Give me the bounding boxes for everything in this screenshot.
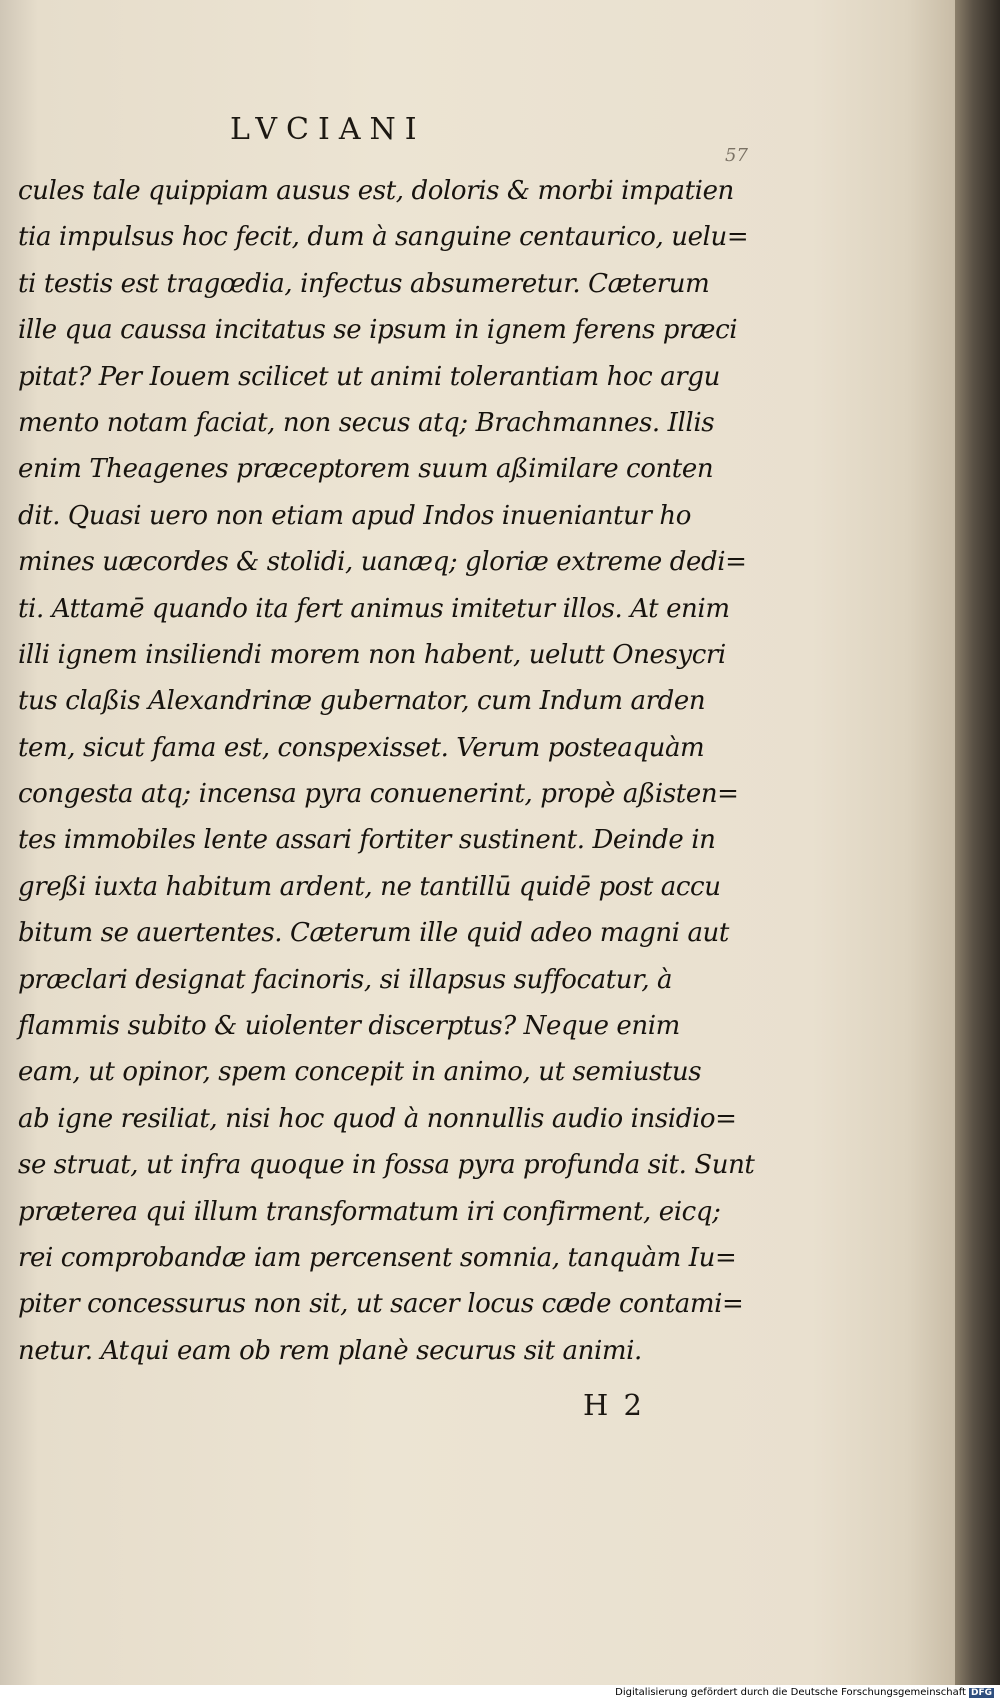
text-line: præterea qui illum transformatum iri confirment, eicq;: [18, 1196, 721, 1227]
signature-mark: H 2: [583, 1388, 645, 1422]
page-edge: [955, 0, 1000, 1685]
credit-text: Digitalisierung gefördert durch die Deutsche Forschungsgemeinschaft: [615, 1687, 966, 1698]
text-line: se struat, ut infra quoque in fossa pyra profunda sit. Sunt: [18, 1150, 755, 1181]
text-line: rei comprobandæ iam percensent somnia, tanquàm Iu=: [18, 1242, 737, 1273]
text-line: enim Theagenes præceptorem suum aßimilare conten: [18, 454, 714, 485]
text-line: flammis subito & uiolenter discerptus? Neque enim: [18, 1011, 680, 1042]
text-line: pitat? Per Iouem scilicet ut animi tolerantiam hoc argu: [18, 361, 720, 392]
running-head: LVCIANI: [230, 112, 426, 147]
text-block: [18, 168, 755, 1374]
text-line: cules tale quippiam ausus est, doloris & morbi impatien: [18, 176, 734, 206]
text-line: greßi iuxta habitum ardent, ne tantillū quidē post accu: [18, 871, 721, 902]
text-line: præclari designat facinoris, si illapsus suffocatur, à: [18, 964, 673, 995]
text-line: tus claßis Alexandrinæ gubernator, cum Indum arden: [18, 686, 706, 717]
text-line: ab igne resiliat, nisi hoc quod à nonnullis audio insidio=: [18, 1103, 737, 1134]
text-line: tem, sicut fama est, conspexisset. Verum posteaquàm: [18, 732, 705, 763]
text-line: piter concessurus non sit, ut sacer locus cæde contami=: [18, 1289, 744, 1320]
text-line: dit. Quasi uero non etiam apud Indos inueniantur ho: [18, 500, 691, 531]
text-line: bitum se auertentes. Cæterum ille quid adeo magni aut: [18, 918, 729, 949]
folio-mark: 57: [725, 145, 748, 166]
text-line: congesta atq; incensa pyra conuenerint, propè aßisten=: [18, 779, 739, 810]
text-line: mento notam faciat, non secus atq; Brachmannes. Illis: [18, 407, 715, 438]
text-line: eam, ut opinor, spem concepit in animo, ut semiustus: [18, 1057, 702, 1088]
funding-credit: [615, 1687, 994, 1698]
text-line: ti testis est tragœdia, infectus absumeretur. Cæterum: [18, 268, 710, 299]
dfg-logo: DFG: [970, 1688, 992, 1698]
credit-bar: [0, 1685, 1000, 1706]
text-line: mines uæcordes & stolidi, uanæq; gloriæ extreme dedi=: [18, 547, 747, 578]
text-line: tia impulsus hoc fecit, dum à sanguine centaurico, uelu=: [18, 222, 749, 253]
text-line: illi ignem insiliendi morem non habent, uelutt Onesycri: [18, 639, 726, 670]
text-line: ille qua caussa incitatus se ipsum in ignem ferens præci: [18, 315, 738, 346]
text-line: netur. Atqui eam ob rem planè securus sit animi.: [18, 1335, 642, 1366]
text-line: ti. Attamē quando ita fert animus imitetur illos. At enim: [18, 593, 730, 624]
text-line: tes immobiles lente assari fortiter sustinent. Deinde in: [18, 825, 716, 856]
